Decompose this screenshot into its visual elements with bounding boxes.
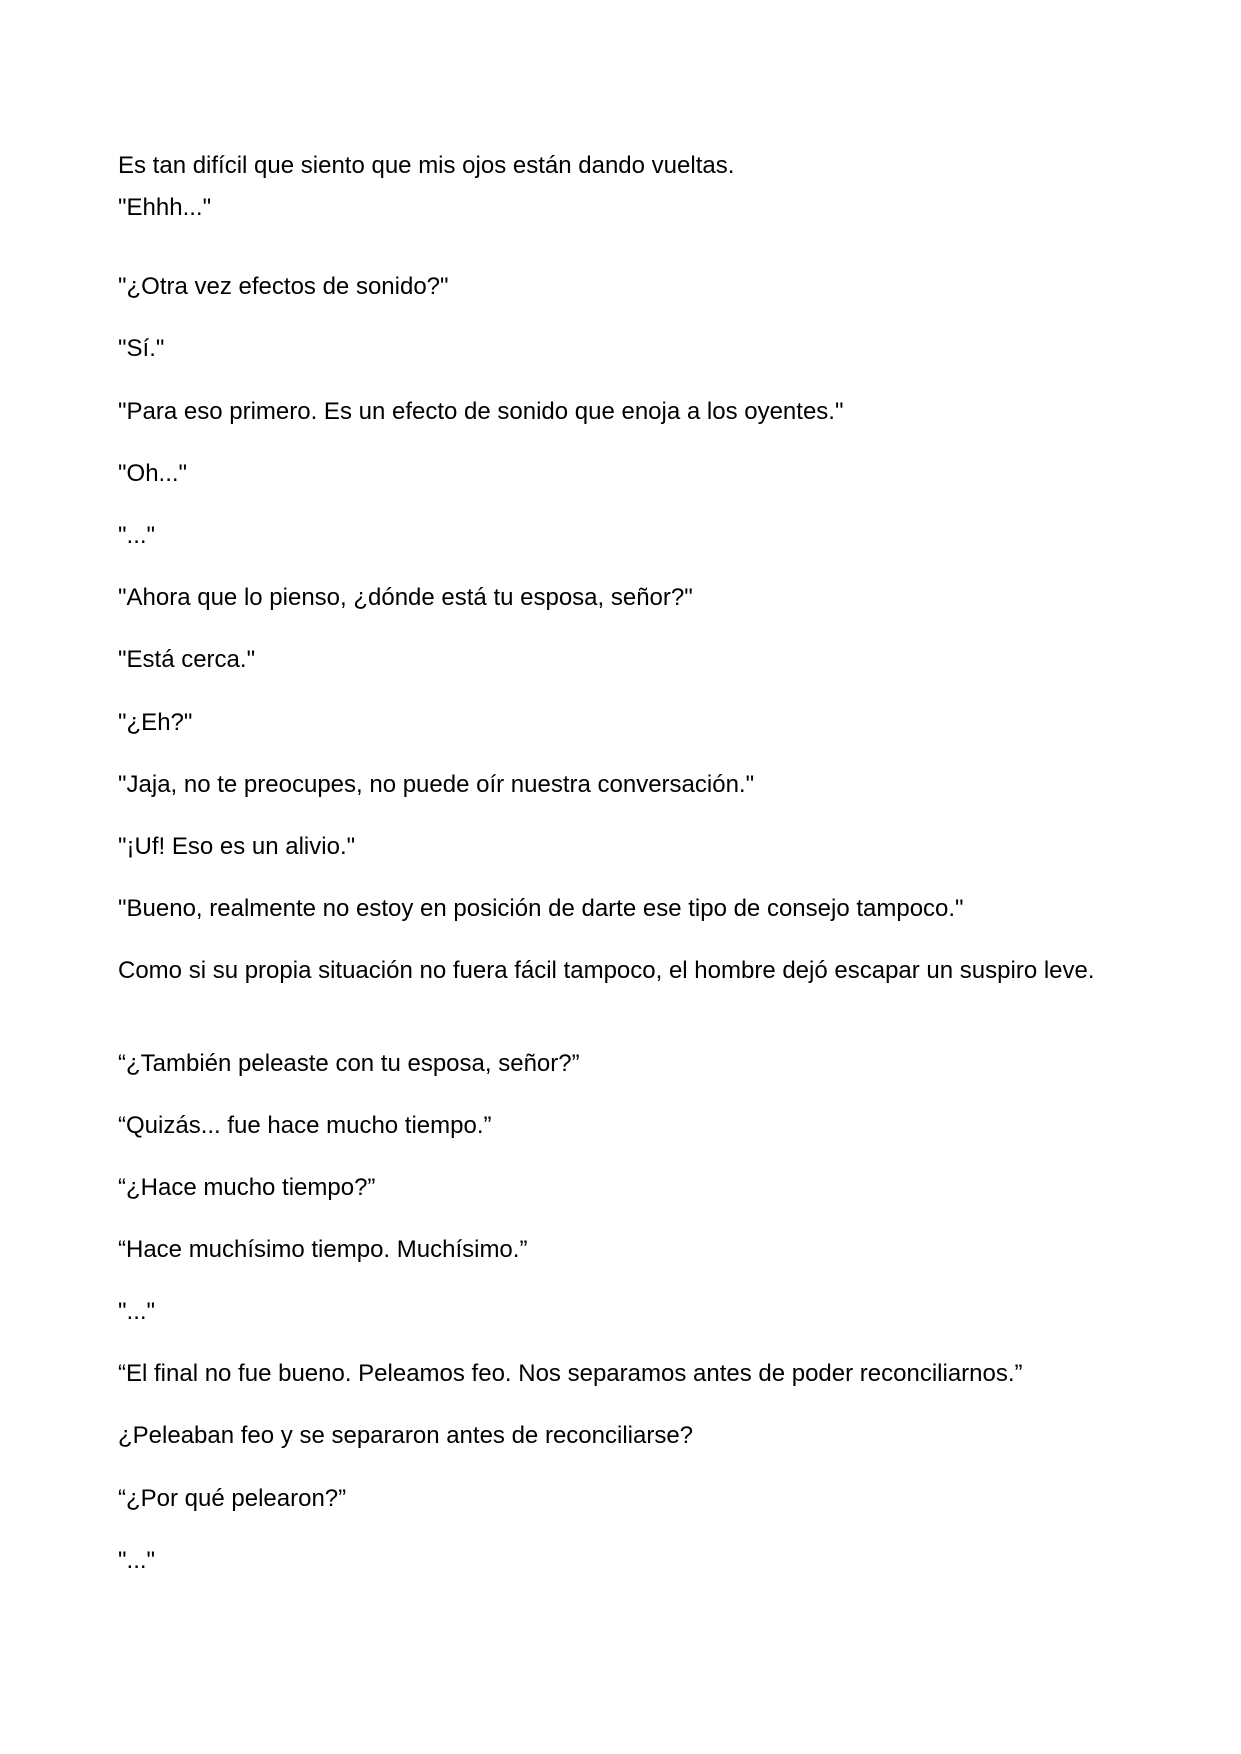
paragraph: "¿Otra vez efectos de sonido?" xyxy=(118,273,449,300)
paragraph: Como si su propia situación no fuera fácil tampoco, el hombre dejó escapar un suspiro leve. xyxy=(118,957,1095,984)
paragraph: "Está cerca." xyxy=(118,646,256,673)
paragraph: "Ahora que lo pienso, ¿dónde está tu esposa, señor?" xyxy=(118,584,693,611)
paragraph: Es tan difícil que siento que mis ojos están dando vueltas. xyxy=(118,152,735,179)
paragraph: "Ehhh..." xyxy=(118,194,212,221)
paragraph: "..." xyxy=(118,1547,156,1574)
paragraph: "..." xyxy=(118,522,156,549)
paragraph: ¿Peleaban feo y se separaron antes de reconciliarse? xyxy=(118,1422,694,1449)
paragraph: "¡Uf! Eso es un alivio." xyxy=(118,833,356,860)
paragraph: "Sí." xyxy=(118,335,165,362)
paragraph: “Quizás... fue hace mucho tiempo.” xyxy=(118,1112,492,1139)
paragraph: "Para eso primero. Es un efecto de sonido que enoja a los oyentes." xyxy=(118,398,844,425)
paragraph: "Bueno, realmente no estoy en posición de darte ese tipo de consejo tampoco." xyxy=(118,895,964,922)
paragraph: "Jaja, no te preocupes, no puede oír nuestra conversación." xyxy=(118,771,755,798)
paragraph: "¿Eh?" xyxy=(118,709,193,736)
paragraph: “¿Por qué pelearon?” xyxy=(118,1485,347,1512)
paragraph: "Oh..." xyxy=(118,460,188,487)
paragraph: “El final no fue bueno. Peleamos feo. Nos separamos antes de poder reconciliarnos.” xyxy=(118,1360,1023,1387)
paragraph: “Hace muchísimo tiempo. Muchísimo.” xyxy=(118,1236,528,1263)
paragraph: “¿También peleaste con tu esposa, señor?” xyxy=(118,1050,580,1077)
paragraph: “¿Hace mucho tiempo?” xyxy=(118,1174,376,1201)
paragraph: "..." xyxy=(118,1298,156,1325)
